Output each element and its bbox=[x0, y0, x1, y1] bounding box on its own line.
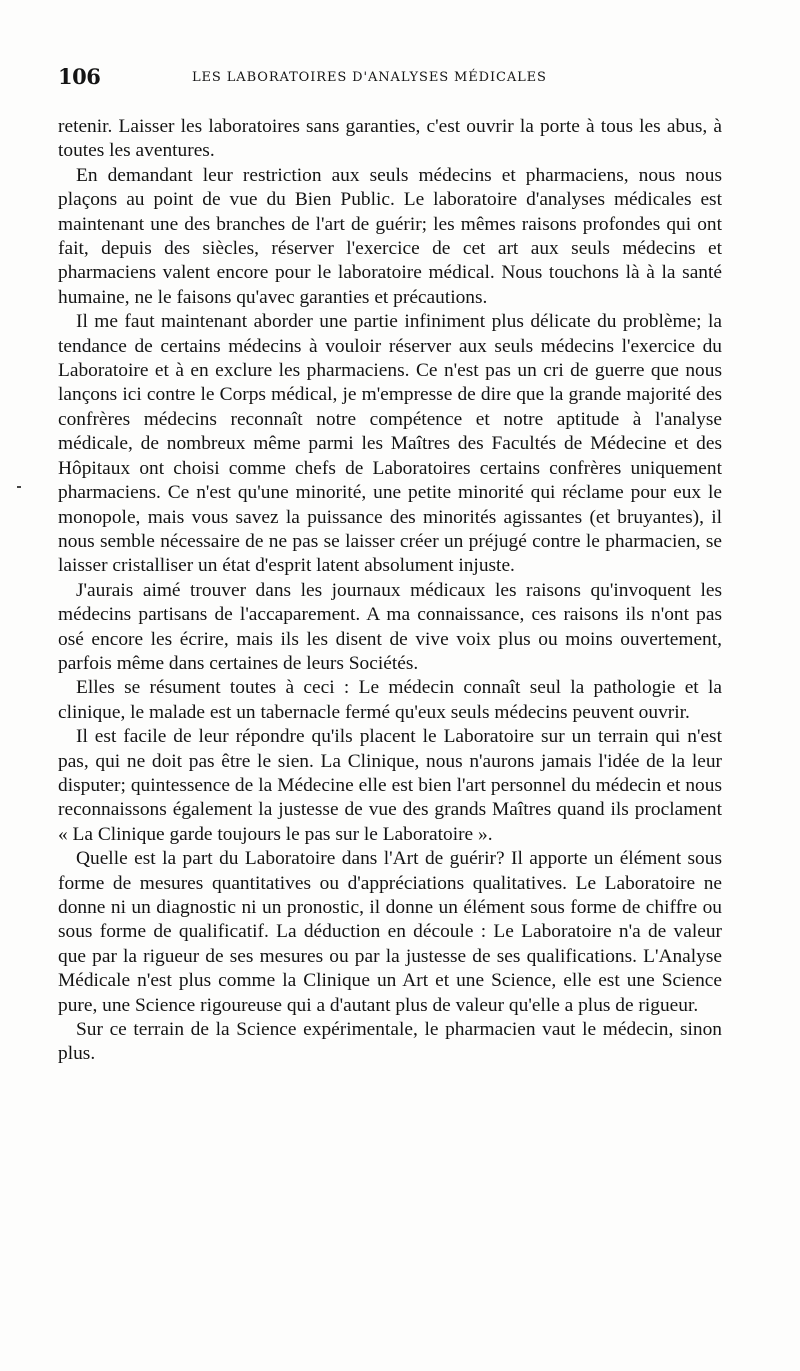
page-number: 106 bbox=[58, 64, 101, 89]
paragraph: Quelle est la part du Laboratoire dans l'Art de guérir? Il apporte un élément sous forme de mesures quantitatives ou d'appréciations qualitatives. Le Laboratoire ne donne ni un diagnostic ni un pronostic, il donne un élément sous forme de chiffre ou sous forme de qualificatif. La déduction en découle : Le Laboratoire n'a de valeur que par la rigueur de ses mesures ou par la justesse de ses qualifications. L'Analyse Médicale n'est plus comme la Clinique un Art et une Science, elle est une Science pure, une Science rigoureuse qui a d'autant plus de valeur qu'elle a plus de rigueur. bbox=[58, 848, 722, 1016]
paragraph: J'aurais aimé trouver dans les journaux médicaux les raisons qu'invoquent les médecins partisans de l'accaparement. A ma connaissance, ces raisons ils n'ont pas osé encore les écrire, mais ils les disent de vive voix plus ou moins ouvertement, parfois même dans certaines de leurs Sociétés. bbox=[58, 579, 722, 674]
margin-mark bbox=[17, 486, 21, 488]
paragraph: Sur ce terrain de la Science expérimentale, le pharmacien vaut le médecin, sinon plus. bbox=[58, 1019, 722, 1065]
body-text bbox=[58, 115, 722, 1295]
page-header bbox=[58, 64, 720, 94]
running-head: LES LABORATOIRES D'ANALYSES MÉDICALES bbox=[192, 70, 547, 85]
paragraph: Elles se résument toutes à ceci : Le médecin connaît seul la pathologie et la clinique, le malade est un tabernacle fermé qu'eux seuls médecins peuvent ouvrir. bbox=[58, 677, 722, 723]
paragraph: En demandant leur restriction aux seuls médecins et pharmaciens, nous nous plaçons au point de vue du Bien Public. Le laboratoire d'analyses médicales est maintenant une des branches de l'art de guérir; les mêmes raisons profondes qui ont fait, depuis des siècles, réserver l'exercice de cet art aux seuls médecins et pharmaciens valent encore pour le laboratoire médical. Nous touchons là à la santé humaine, ne le faisons qu'avec garanties et précautions. bbox=[58, 164, 722, 308]
paragraph: Il est facile de leur répondre qu'ils placent le Laboratoire sur un terrain qui n'est pas, qui ne doit pas être le sien. La Clinique, nous n'aurons jamais l'idée de la leur disputer; quintessence de la Médecine elle est bien l'art personnel du médecin et nous reconnaissons également la justesse de vue des grands Maîtres quand ils proclament « La Clinique garde toujours le pas sur le Laboratoire ». bbox=[58, 726, 722, 845]
paragraph: retenir. Laisser les laboratoires sans garanties, c'est ouvrir la porte à tous les abus, à toutes les aventures. bbox=[58, 116, 722, 162]
paragraph: Il me faut maintenant aborder une partie infiniment plus délicate du problème; la tendance de certains médecins à vouloir réserver aux seuls médecins l'exercice du Laboratoire et à en exclure les pharmaciens. Ce n'est pas un cri de guerre que nous lançons ici contre le Corps médical, je m'empresse de dire que la grande majorité des confrères médecins reconnaît notre compétence et notre aptitude à l'analyse médicale, de nombreux même parmi les Maîtres des Facultés de Médecine et des Hôpitaux ont choisi comme chefs de Laboratoires certains confrères uniquement pharmaciens. Ce n'est qu'une minorité, une petite minorité qui réclame pour eux le monopole, mais vous savez la puissance des minorités agissantes (et bruyantes), il nous semble nécessaire de ne pas se laisser créer un préjugé contre le pharmacien, se laisser cristalliser un état d'esprit latent absolument injuste. bbox=[58, 311, 722, 577]
